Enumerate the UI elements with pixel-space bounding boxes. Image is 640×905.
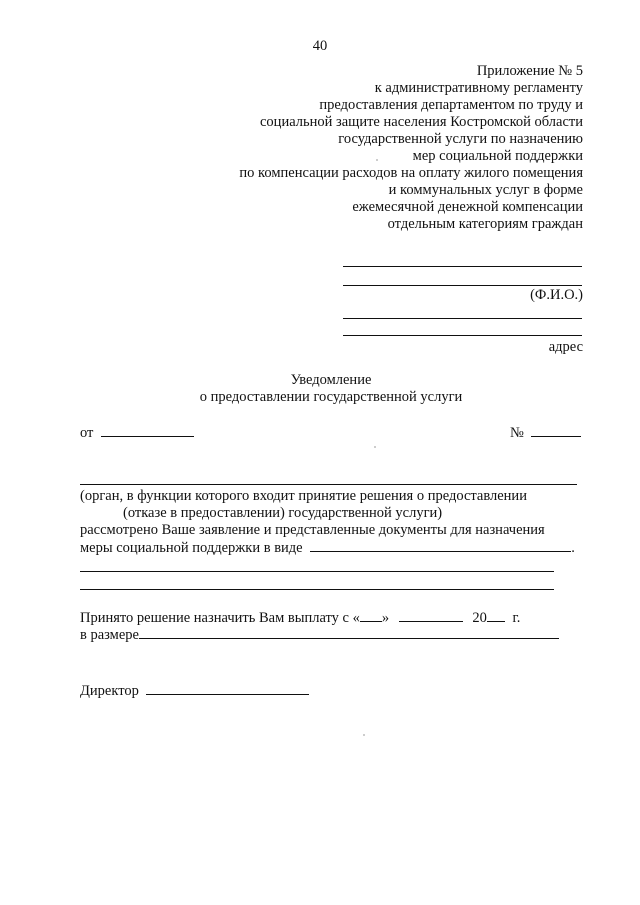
from-label: от (80, 425, 94, 441)
decision-year-suffix: г. (512, 610, 521, 626)
organ-name-line (80, 484, 577, 485)
appendix-line: по компенсации расходов на оплату жилого помещения (239, 165, 583, 181)
organ-note-line-1: (орган, в функции которого входит принятие решения о предоставлении (80, 488, 527, 504)
appendix-line: социальной защите населения Костромской области (260, 114, 583, 130)
amount-blank (139, 626, 559, 639)
number-blank (531, 424, 581, 437)
fio-label: (Ф.И.О.) (530, 287, 583, 303)
recipient-name-line-1 (343, 266, 582, 267)
recipient-address-line-2 (343, 335, 582, 336)
considered-line-2-row (80, 539, 575, 557)
month-blank (399, 609, 463, 622)
appendix-line: и коммунальных услуг в форме (388, 182, 583, 198)
decision-quote: » (381, 610, 390, 626)
director-row (80, 682, 309, 700)
considered-line-1: рассмотрено Ваше заявление и представленные документы для назначения (80, 522, 545, 538)
scan-speck (363, 734, 365, 736)
appendix-line: к административному регламенту (374, 80, 583, 96)
notice-title: Уведомление (290, 372, 372, 388)
director-label: Директор (80, 683, 139, 699)
from-date-row (80, 424, 194, 442)
scan-speck (374, 446, 376, 448)
support-type-line-2 (80, 589, 554, 590)
decision-year-prefix: 20 (472, 610, 487, 626)
recipient-address-line-1 (343, 318, 582, 319)
number-row (510, 424, 581, 442)
support-type-line-1 (80, 571, 554, 572)
address-label: адрес (548, 339, 583, 355)
amount-row (80, 626, 559, 644)
decision-text: Принято решение назначить Вам выплату с « (80, 610, 360, 626)
appendix-line: государственной услуги по назначению (338, 131, 583, 147)
appendix-line: отдельным категориям граждан (387, 216, 583, 232)
year-blank (487, 609, 505, 622)
scan-speck (376, 159, 378, 161)
date-blank (101, 424, 194, 437)
appendix-line: мер социальной поддержки (412, 148, 583, 164)
day-blank (360, 609, 382, 622)
appendix-line: предоставления департаментом по труду и (319, 97, 583, 113)
appendix-title: Приложение № 5 (476, 63, 583, 79)
considered-period: . (571, 540, 575, 556)
support-type-blank (310, 539, 571, 552)
notice-subtitle: о предоставлении государственной услуги (199, 389, 463, 405)
director-signature-blank (146, 682, 309, 695)
recipient-name-line-2 (343, 285, 582, 286)
appendix-line: ежемесячной денежной компенсации (352, 199, 583, 215)
decision-row (80, 609, 520, 627)
organ-note-line-2: (отказе в предоставлении) государственной услуги) (123, 505, 443, 521)
page-number: 40 (312, 38, 328, 54)
number-label: № (510, 425, 524, 441)
amount-label: в размере (80, 627, 139, 643)
appendix-header (239, 63, 583, 233)
considered-line-2: меры социальной поддержки в виде (80, 540, 303, 556)
